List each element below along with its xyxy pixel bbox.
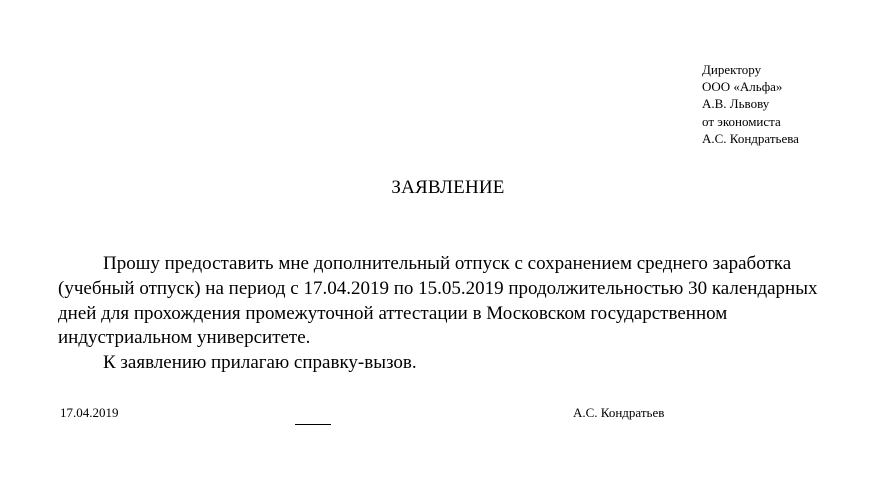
attachment-paragraph: К заявлению прилагаю справку-вызов.	[103, 352, 417, 374]
signature-name: А.С. Кондратьев	[573, 405, 665, 420]
addressee-block	[702, 61, 799, 147]
signature-date: 17.04.2019	[60, 405, 119, 420]
addressee-position: Директору	[702, 62, 762, 77]
document-body	[58, 252, 838, 376]
document-title: ЗАЯВЛЕНИЕ	[391, 177, 505, 198]
sender-name: А.С. Кондратьева	[702, 130, 799, 146]
addressee-company: ООО «Альфа»	[702, 79, 783, 95]
request-paragraph: Прошу предоставить мне дополнительный отпуск с сохранением среднего заработка (учебный отпуск) на период с 17.04.2019 по 15.05.2019 продолжительностью 30 календарных дней для прохождения промежуточной аттестации в Московском государственном индустриальном университете.	[58, 253, 818, 349]
sender-position: от экономиста	[702, 113, 781, 129]
addressee-name: А.В. Львову	[702, 96, 770, 112]
signature-line	[295, 424, 331, 425]
